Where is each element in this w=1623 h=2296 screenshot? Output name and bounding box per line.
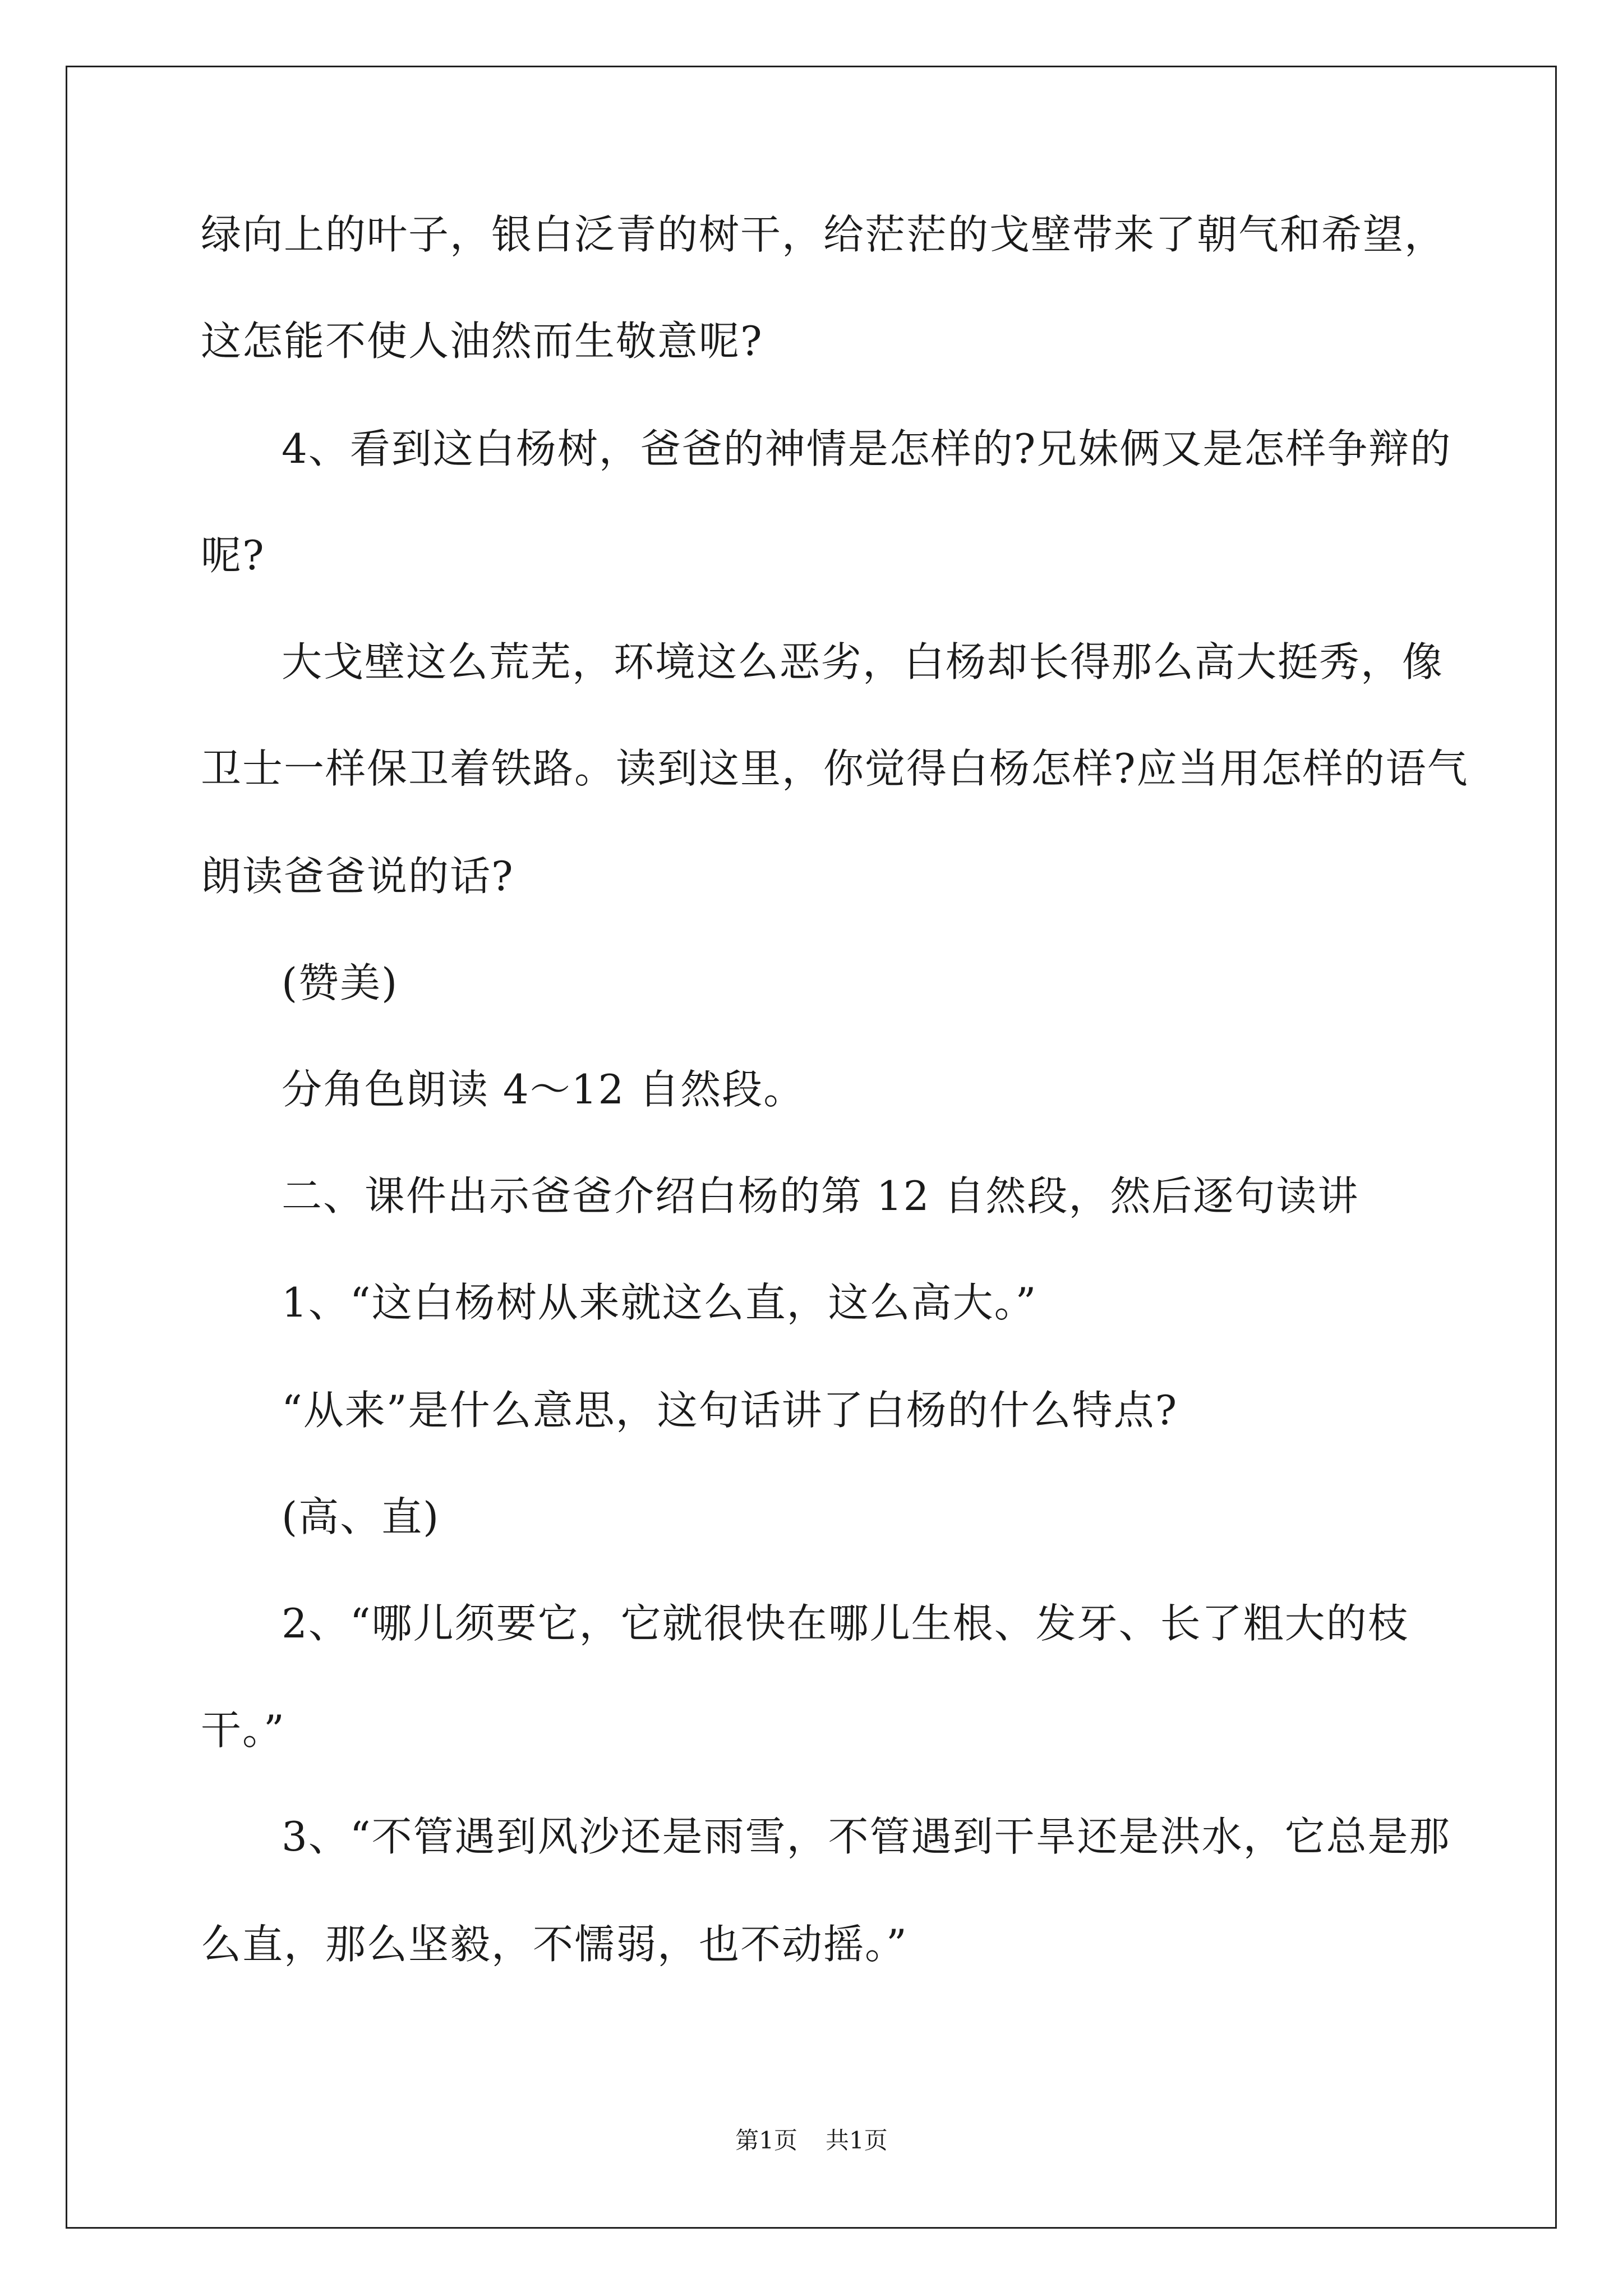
text-line: 朗读爸爸说的话? xyxy=(201,853,514,900)
text-line: 呢? xyxy=(201,532,265,579)
text-line: (赞美) xyxy=(282,959,399,1006)
text-line: 卫士一样保卫着铁路。读到这里，你觉得白杨怎样?应当用怎样的语气 xyxy=(201,745,1469,792)
text-line: 4、看到这白杨树，爸爸的神情是怎样的?兄妹俩又是怎样争辩的 xyxy=(282,425,1452,472)
page-border xyxy=(66,66,1557,2229)
text-line: 1、“这白杨树从来就这么直，这么高大。” xyxy=(282,1279,1038,1326)
text-line: 3、“不管遇到风沙还是雨雪，不管遇到干旱还是洪水，它总是那 xyxy=(282,1813,1451,1860)
text-line: 干。” xyxy=(201,1706,285,1754)
text-line: 2、“哪儿须要它，它就很快在哪儿生根、发牙、长了粗大的枝 xyxy=(282,1600,1409,1647)
text-line: 二、课件出示爸爸介绍白杨的第 12 自然段，然后逐句读讲 xyxy=(282,1172,1359,1220)
text-line: 绿向上的叶子，银白泛青的树干，给茫茫的戈壁带来了朝气和希望， xyxy=(201,211,1446,258)
page-number-current: 第1页 xyxy=(735,2127,797,2154)
page-number-total: 共1页 xyxy=(826,2127,888,2154)
page-footer xyxy=(0,2125,1623,2156)
text-line: 这怎能不使人油然而生敬意呢? xyxy=(201,318,763,365)
text-line: (高、直) xyxy=(282,1493,440,1540)
text-line: 大戈壁这么荒芜，环境这么恶劣，白杨却长得那么高大挺秀，像 xyxy=(282,638,1444,685)
text-line: 么直，那么坚毅，不懦弱，也不动摇。” xyxy=(201,1921,908,1968)
text-line: “从来”是什么意思，这句话讲了白杨的什么特点? xyxy=(282,1387,1178,1434)
text-line: 分角色朗读 4～12 自然段。 xyxy=(282,1066,805,1113)
